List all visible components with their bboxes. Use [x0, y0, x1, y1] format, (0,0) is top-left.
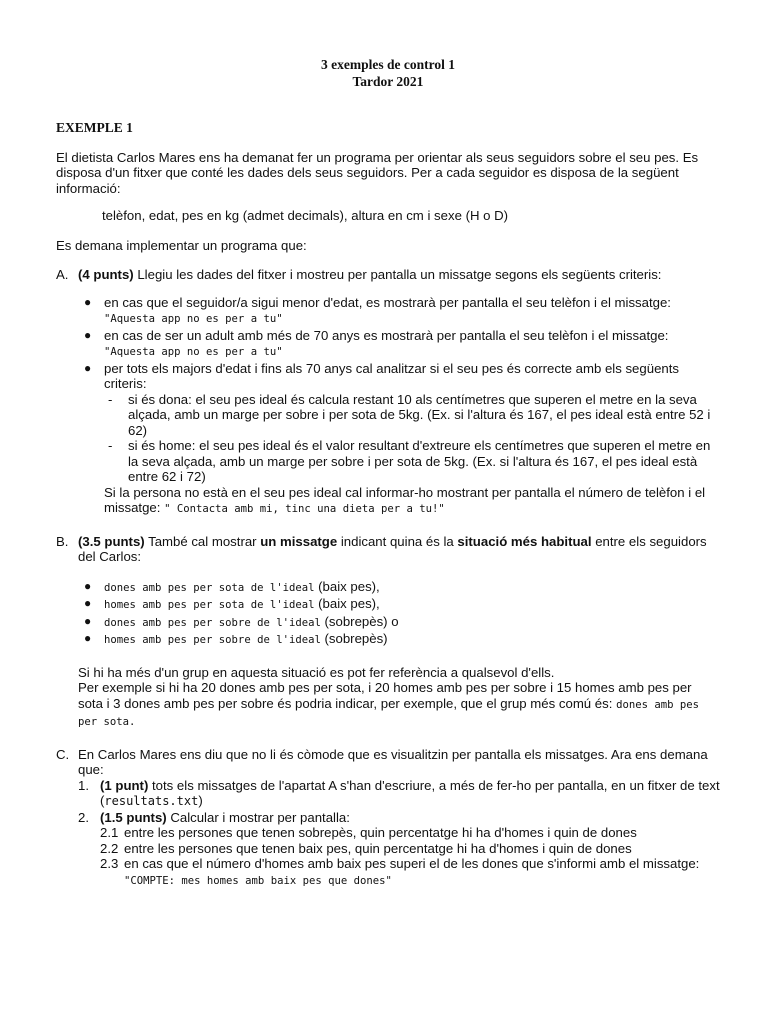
- group-text: (sobrepès) o: [320, 613, 399, 629]
- section-c-label: C.: [56, 746, 70, 762]
- group-code: homes amb pes per sota de l'ideal: [104, 599, 315, 611]
- dash-icon: -: [108, 391, 113, 407]
- section-a-label: A.: [56, 267, 69, 282]
- bullet-text: en cas que el seguidor/a sigui menor d'edat, es mostrarà per pantalla el seu telèfon i el missatge:: [104, 294, 671, 310]
- request-line: Es demana implementar un programa que:: [56, 237, 307, 253]
- section-a-closing: [104, 485, 720, 518]
- sub-text: entre les persones que tenen sobrepès, quin percentatge hi ha d'homes i quin de dones: [124, 825, 637, 840]
- section-a: [56, 267, 720, 518]
- group-code: homes amb pes per sobre de l'ideal: [104, 634, 321, 646]
- section-b-label: B.: [56, 533, 69, 549]
- closing-code: " Contacta amb mi, tinc una dieta per a tu!": [164, 503, 445, 515]
- group-code: dones amb pes per sota de l'ideal: [104, 581, 315, 594]
- item-text: tots els missatges de l'apartat A s'han d'escriure, a més de fer-ho per pantalla, en un fitxer de text (: [100, 777, 720, 808]
- document-title: [56, 56, 720, 90]
- title-line-2: Tardor 2021: [352, 74, 424, 89]
- item-points: (1 punt): [100, 777, 149, 793]
- item-points: (1.5 punts): [100, 809, 167, 825]
- sub-text: entre les persones que tenen baix pes, quin percentatge hi ha d'homes i quin de dones: [124, 840, 632, 856]
- criteria-text: si és dona: el seu pes ideal és calcula restant 10 als centímetres que superen el metre en la seva alçada, amb un marge per sobre i per sota de 5kg. (Ex. si l'altura és 167, el pes ideal està entre 52 i 62): [128, 391, 711, 438]
- group-text: (baix pes),: [314, 578, 380, 594]
- note-2-code: dones amb pes per sota.: [78, 698, 699, 728]
- section-b-bold-2: situació més habitual: [457, 533, 592, 549]
- section-a-text: Llegiu les dades del fitxer i mostreu per pantalla un missatge segons els següents criteris:: [133, 267, 662, 282]
- sub-number: 2.2: [100, 840, 119, 856]
- section-b-note-1: Si hi ha més d'un grup en aquesta situació es pot fer referència a qualsevol d'ells.: [78, 664, 555, 680]
- closing-text: Si la persona no està en el seu pes ideal cal informar-ho mostrant per pantalla el número de telèfon i el missatge:: [104, 484, 706, 515]
- list-item: [78, 579, 720, 597]
- list-item: [78, 810, 720, 890]
- sub-items: [100, 825, 720, 889]
- section-b-text-3: entre els seguidors del Carlos:: [78, 533, 707, 564]
- item-number: 2.: [78, 809, 89, 825]
- group-code: dones amb pes per sobre de l'ideal: [104, 616, 321, 629]
- list-item: [100, 825, 720, 841]
- item-number: 1.: [78, 777, 89, 793]
- section-a-points: (4 punts): [78, 267, 134, 282]
- list-item: [78, 596, 720, 614]
- section-a-bullets: [78, 295, 720, 518]
- section-b-points: (3.5 punts): [78, 533, 145, 549]
- note-2-text: Per exemple si hi ha 20 dones amb pes per sota, i 20 homes amb pes per sobre i 15 homes amb pes per sota i 3 dones amb pes per sobre és podria indicar, per exemple, que el grup més comú és:: [78, 680, 692, 711]
- list-item: [100, 841, 720, 857]
- bullet-icon: ●: [84, 631, 92, 645]
- bullet-text: en cas de ser un adult amb més de 70 anys es mostrarà per pantalla el seu telèfon i el missatge:: [104, 327, 669, 343]
- final-code: "COMPTE: mes homes amb baix pes que dones": [124, 874, 392, 887]
- item-text: Calcular i mostrar per pantalla:: [166, 809, 350, 825]
- section-b: [56, 534, 720, 731]
- item-code: resultats.txt: [104, 794, 199, 808]
- bullet-code: "Aquesta app no es per a tu": [104, 313, 283, 325]
- list-item: [78, 295, 720, 328]
- list-item: [78, 778, 720, 810]
- item-text-end: ): [198, 793, 203, 808]
- group-text: (baix pes),: [314, 596, 380, 611]
- sub-number: 2.1: [100, 825, 119, 840]
- section-b-text-2: indicant quina és la: [337, 533, 458, 549]
- fields-line: telèfon, edat, pes en kg (admet decimals), altura en cm i sexe (H o D): [102, 208, 509, 223]
- example-heading: EXEMPLE 1: [56, 120, 133, 135]
- group-text: (sobrepès): [320, 631, 388, 646]
- bullet-text: per tots els majors d'edat i fins als 70 anys cal analitzar si el seu pes és correcte amb els següents criteris:: [104, 360, 679, 391]
- bullet-icon: ●: [84, 360, 92, 375]
- section-c-text: En Carlos Mares ens diu que no li és còmode que es visualitzin per pantalla els missatges. Ara ens demana que:: [78, 746, 708, 777]
- section-b-note-2: [78, 680, 720, 731]
- intro-paragraph: El dietista Carlos Mares ens ha demanat fer un programa per orientar als seus seguidors sobre el seu pes. Es disposa d'un fitxer que conté les dades dels seus seguidors. Per a cada seguidor es disposa de la següent informació:: [56, 149, 699, 196]
- list-item: [78, 631, 720, 649]
- section-c-items: [78, 778, 720, 890]
- list-item: [78, 361, 720, 518]
- bullet-icon: ●: [84, 578, 92, 593]
- list-item: [100, 856, 720, 889]
- criteria-list: [104, 392, 720, 485]
- list-item: [78, 328, 720, 361]
- bullet-icon: ●: [84, 596, 92, 610]
- section-b-groups: [78, 579, 720, 649]
- section-b-text-1: També cal mostrar: [144, 533, 261, 549]
- section-c: [56, 747, 720, 890]
- list-item: [104, 438, 720, 485]
- sub-number: 2.3: [100, 856, 119, 871]
- document-page: [56, 56, 720, 889]
- title-line-1: 3 exemples de control 1: [321, 57, 455, 72]
- list-item: [104, 392, 720, 439]
- criteria-text: si és home: el seu pes ideal és el valor resultant d'extreure els centímetres que superen el metre en la seva alçada, amb un marge per sobre i per sota de 5kg. (Ex. si l'altura és 167, el pes ideal està entre 62 i 72): [128, 438, 711, 484]
- bullet-icon: ●: [84, 613, 92, 628]
- sub-text: en cas que el número d'homes amb baix pes superi el de les dones que s'informi amb el missatge:: [124, 856, 700, 871]
- dash-icon: -: [108, 438, 113, 453]
- list-item: [78, 614, 720, 632]
- bullet-icon: ●: [84, 327, 92, 342]
- bullet-code: "Aquesta app no es per a tu": [104, 346, 283, 358]
- section-b-bold-1: un missatge: [260, 533, 338, 549]
- bullet-icon: ●: [84, 294, 92, 309]
